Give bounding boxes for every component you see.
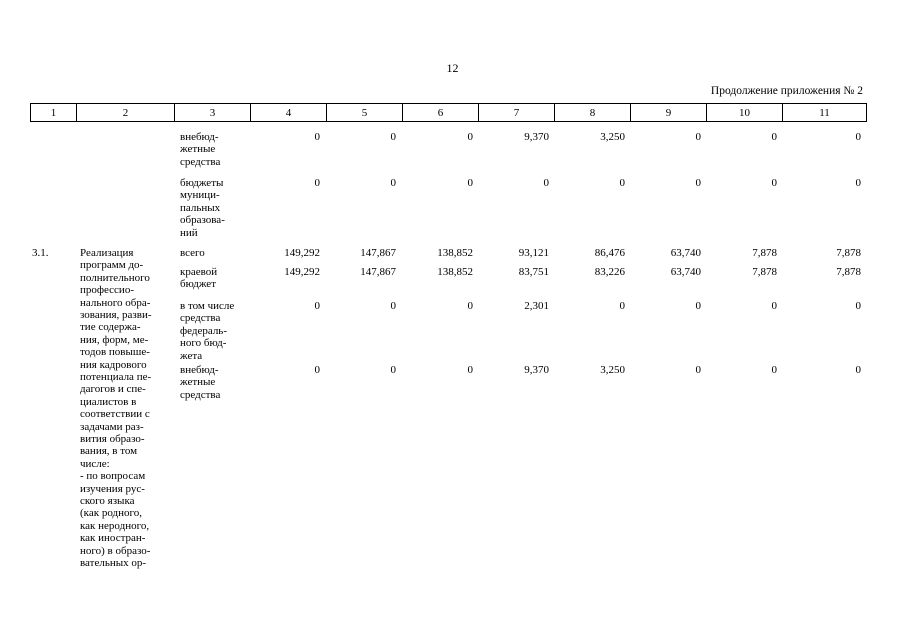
row-name-line: нального обра- — [80, 296, 151, 309]
row-source-line: пальных — [180, 201, 221, 214]
row-name-line: задачами раз- — [80, 420, 144, 433]
header-cell: 10 — [707, 104, 783, 122]
row-value: 0 — [771, 300, 777, 312]
row-name-line: (как родного, — [80, 507, 142, 520]
row-source-line: образова- — [180, 214, 225, 227]
row-value: 147,867 — [360, 266, 396, 278]
row-value: 9,370 — [524, 131, 549, 143]
row-name-line: тодов повыше- — [80, 346, 150, 359]
row-source-line: жетные — [180, 143, 216, 156]
row-value: 7,878 — [836, 266, 861, 278]
header-cell: 1 — [31, 104, 77, 122]
row-name-line: вания, в том — [80, 445, 138, 458]
page-number: 12 — [446, 61, 459, 75]
row-value: 0 — [314, 177, 320, 189]
header-cell: 4 — [251, 104, 327, 122]
row-value: 0 — [390, 177, 396, 189]
row-value: 7,878 — [752, 266, 777, 278]
row-name-line: как иностран- — [80, 532, 146, 545]
row-value: 9,370 — [524, 364, 549, 376]
row-value: 93,121 — [518, 247, 549, 259]
row-source-line: внебюд- — [180, 131, 219, 143]
row-value: 7,878 — [752, 247, 777, 259]
row-source-line: бюджеты — [180, 177, 224, 189]
header-cell: 8 — [555, 104, 631, 122]
row-value: 0 — [855, 177, 861, 189]
row-source-line: бюджет — [180, 278, 216, 291]
row-name-line: вательных ор- — [80, 557, 147, 569]
row-source-line: ного бюд- — [180, 337, 227, 350]
row-value: 83,226 — [594, 266, 625, 278]
row-name-line: ного) в образо- — [80, 544, 151, 557]
row-name-line: как неродного, — [80, 519, 150, 532]
row-value: 0 — [390, 300, 396, 312]
row-source-line: внебюд- — [180, 364, 219, 376]
row-value: 0 — [695, 364, 701, 376]
row-source-line: жетные — [180, 376, 216, 389]
row-name-line: зования, разви- — [80, 309, 152, 321]
header-cell: 2 — [77, 104, 175, 122]
row-value: 0 — [314, 131, 320, 143]
row-value: 0 — [467, 131, 473, 143]
row-value: 7,878 — [836, 247, 861, 259]
row-name-line: программ до- — [80, 259, 144, 272]
row-value: 0 — [855, 131, 861, 143]
row-value: 0 — [619, 177, 625, 189]
row-value: 0 — [695, 300, 701, 312]
row-value: 0 — [314, 364, 320, 376]
row-name-line: ния, форм, ме- — [80, 333, 149, 346]
row-value: 0 — [855, 300, 861, 312]
row-value: 63,740 — [670, 266, 701, 278]
row-value: 0 — [390, 364, 396, 376]
row-index: 3.1. — [32, 247, 49, 259]
row-source-line: муници- — [180, 189, 220, 202]
header-cell: 6 — [403, 104, 479, 122]
row-name-line: - по вопросам — [80, 470, 146, 483]
row-name-line: дагогов и спе- — [80, 383, 146, 396]
row-value: 0 — [314, 300, 320, 312]
row-name-line: соответствии с — [80, 408, 150, 421]
row-value: 0 — [771, 177, 777, 189]
row-source-line: ний — [180, 226, 198, 239]
row-source-line: федераль- — [180, 324, 227, 337]
row-value: 138,852 — [437, 247, 473, 259]
row-name-line: циалистов в — [80, 395, 137, 408]
row-value: 0 — [695, 177, 701, 189]
row-source-line: всего — [180, 247, 205, 259]
row-name-line: потенциала пе- — [80, 371, 152, 383]
row-value: 0 — [619, 300, 625, 312]
row-value: 63,740 — [670, 247, 701, 259]
header-cell: 3 — [175, 104, 251, 122]
header-row — [31, 104, 867, 122]
row-value: 86,476 — [594, 247, 625, 259]
row-value: 0 — [771, 364, 777, 376]
row-name-line: ского языка — [80, 495, 135, 507]
row-name-line: изучения рус- — [80, 482, 145, 495]
row-value: 0 — [695, 131, 701, 143]
row-value: 3,250 — [600, 131, 625, 143]
row-value: 0 — [467, 177, 473, 189]
row-value: 0 — [390, 131, 396, 143]
continuation-title: Продолжение приложения № 2 — [710, 85, 863, 97]
row-value: 0 — [467, 300, 473, 312]
row-value: 3,250 — [600, 364, 625, 376]
row-name-line: Реализация — [80, 247, 134, 259]
row-name-line: профессио- — [80, 284, 134, 297]
row-value: 149,292 — [284, 247, 320, 259]
row-source-line: жета — [180, 349, 203, 362]
header-cell: 9 — [631, 104, 707, 122]
row-name-line: вития образо- — [80, 433, 145, 445]
row-value: 83,751 — [518, 266, 549, 278]
row-source-line: краевой — [180, 266, 218, 278]
row-value: 0 — [771, 131, 777, 143]
row-name-line: тие содержа- — [80, 321, 141, 334]
header-cell: 11 — [783, 104, 867, 122]
header-cell: 5 — [327, 104, 403, 122]
row-value: 149,292 — [284, 266, 320, 278]
table-header — [30, 103, 867, 122]
row-value: 0 — [855, 364, 861, 376]
row-value: 147,867 — [360, 247, 396, 259]
row-value: 0 — [543, 177, 549, 189]
row-value: 2,301 — [524, 300, 549, 312]
header-cell: 7 — [479, 104, 555, 122]
row-source-line: средства — [180, 312, 221, 325]
row-value: 0 — [467, 364, 473, 376]
row-source-line: средства — [180, 155, 221, 168]
row-name-line: ния кадрового — [80, 358, 147, 371]
row-source-line: средства — [180, 388, 221, 401]
row-value: 138,852 — [437, 266, 473, 278]
row-name-line: числе: — [80, 457, 110, 470]
row-source-line: в том числе — [180, 300, 235, 312]
row-name-line: полнительного — [80, 271, 150, 284]
